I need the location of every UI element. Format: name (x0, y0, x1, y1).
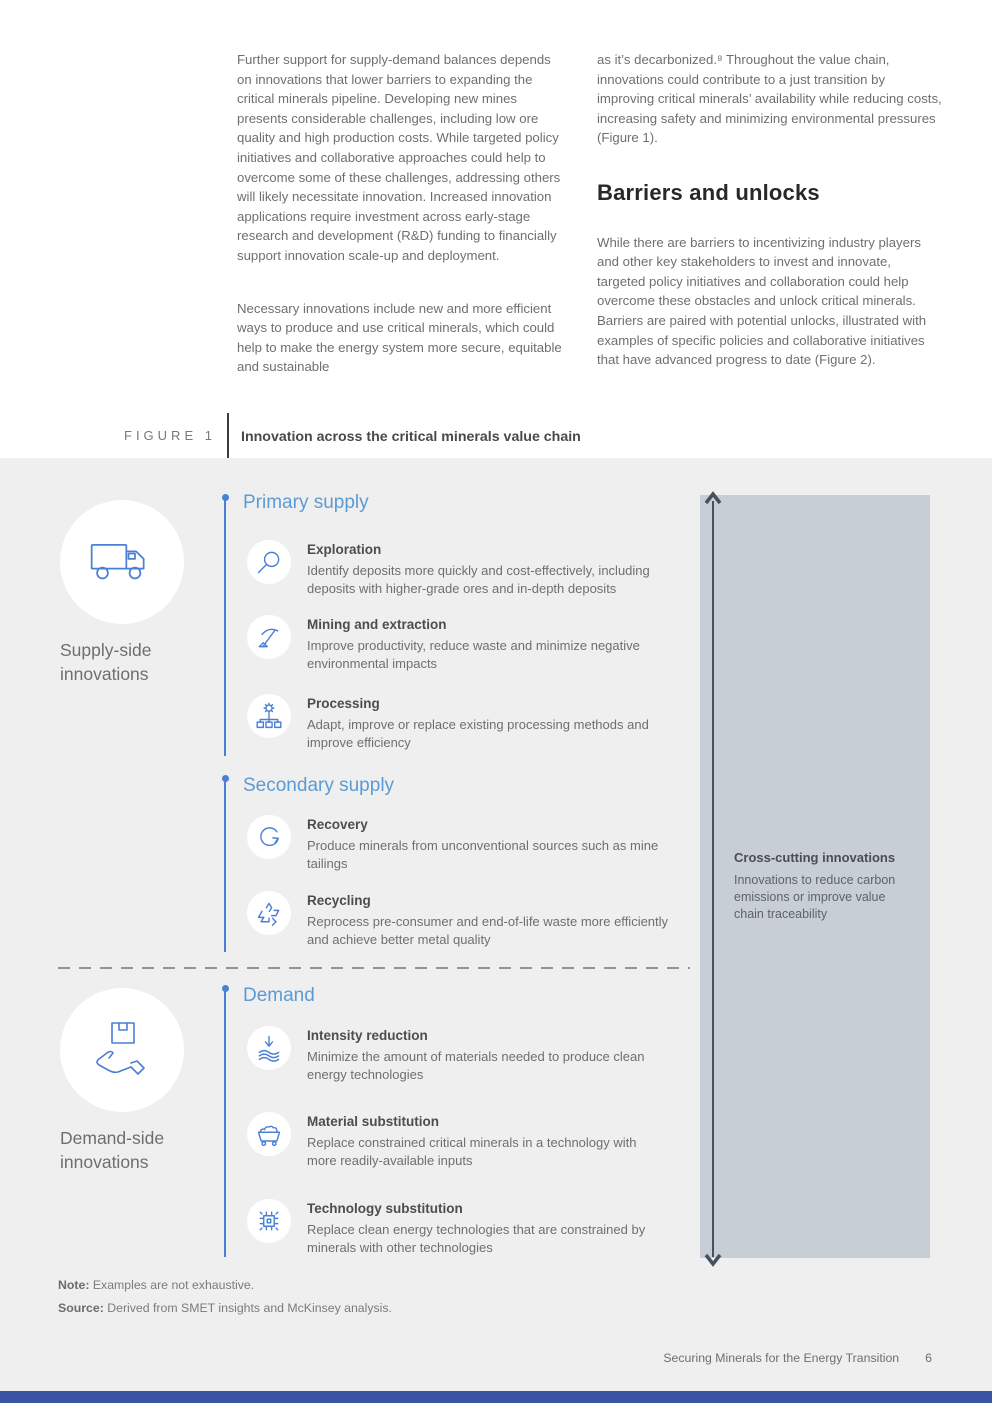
intro-column-right (597, 50, 942, 403)
cross-cutting-title: Cross-cutting innovations (734, 850, 896, 865)
box-in-hand-icon (90, 1018, 154, 1083)
mining-item (247, 615, 669, 672)
bottom-accent-bar (0, 1391, 992, 1403)
section-heading: Barriers and unlocks (597, 179, 820, 205)
item-title: Recovery (307, 817, 368, 832)
source-label: Source: (58, 1301, 104, 1315)
item-title: Mining and extraction (307, 617, 447, 632)
item-desc: Adapt, improve or replace existing processing methods and improve efficiency (307, 717, 649, 750)
magnifier-icon (247, 540, 291, 584)
figure-1-diagram (0, 458, 992, 1403)
mine-cart-icon (247, 1112, 291, 1156)
item-title: Exploration (307, 542, 382, 557)
item-title: Material substitution (307, 1114, 440, 1129)
supply-side-circle (60, 500, 184, 624)
cross-cutting-desc: Innovations to reduce carbon emissions or improve value chain traceability (734, 873, 896, 921)
note-text: Examples are not exhaustive. (92, 1278, 255, 1292)
supply-demand-divider (58, 967, 690, 969)
figure-caption-divider (227, 413, 229, 458)
supply-side-label: Supply-side innovations (60, 640, 152, 684)
intro-paragraph: While there are barriers to incentivizing industry players and other key stakeholders to invest and innovate, targeted policy initiatives and collaboration could help overcome these obstacles and unlock critical minerals. Barriers are paired with potential unlocks, illustrated with examples of specific policies and collaborative initiatives that have advanced progress to date (Figure 2). (597, 234, 927, 368)
circular-arrow-icon (247, 815, 291, 859)
demand-side-label: Demand-side innovations (60, 1128, 165, 1172)
figure-title: Innovation across the critical minerals value chain (241, 429, 581, 445)
exploration-item (247, 540, 669, 597)
processing-item (247, 694, 669, 751)
intro-paragraph: Necessary innovations include new and more efficient ways to produce and use critical minerals, which could help to make the energy system more secure, equitable and sustainable (237, 300, 562, 375)
note-label: Note: (58, 1278, 90, 1292)
recycle-icon (247, 891, 291, 935)
primary-supply-heading: Primary supply (243, 492, 369, 513)
footer-title: Securing Minerals for the Energy Transition (663, 1351, 900, 1365)
item-desc: Replace constrained critical minerals in a technology with more readily-available inputs (307, 1135, 637, 1168)
material-substitution-item (247, 1112, 669, 1169)
figure-notes (58, 1278, 392, 1324)
process-gear-icon (247, 694, 291, 738)
item-title: Technology substitution (307, 1201, 463, 1216)
source-row (58, 1301, 392, 1316)
item-desc: Reprocess pre-consumer and end-of-life waste more efficiently and achieve better metal quality (307, 914, 669, 947)
note-row (58, 1278, 392, 1293)
recovery-item (247, 815, 669, 872)
item-desc: Produce minerals from unconventional sources such as mine tailings (307, 838, 659, 871)
intro-paragraph: Further support for supply-demand balances depends on innovations that lower barriers to expanding the critical minerals pipeline. Developing new mines presents considerable challenges, including low ore quality and high production costs. While targeted policy initiatives and collaborative approaches could help to overcome some of these challenges, addressing others will likely necessitate innovation. Increased innovation applications require investment across early-stage research and development (R&D) funding to financially support innovation scale-up and deployment. (237, 52, 561, 263)
secondary-supply-rail (224, 779, 226, 952)
chip-icon (247, 1199, 291, 1243)
item-desc: Improve productivity, reduce waste and minimize negative environmental impacts (307, 638, 640, 671)
intro-paragraph: as it’s decarbonized.⁸ Throughout the value chain, innovations could contribute to a just transition by improving critical minerals’ availability while reducing costs, increasing safety and minimizing environmental pressures (Figure 1). (597, 52, 942, 146)
intensity-reduction-item (247, 1026, 669, 1083)
page-footer (663, 1351, 932, 1365)
item-title: Intensity reduction (307, 1028, 428, 1043)
demand-side-circle (60, 988, 184, 1112)
source-text: Derived from SMET insights and McKinsey analysis. (107, 1301, 392, 1315)
recycling-item (247, 891, 669, 948)
secondary-supply-heading: Secondary supply (243, 775, 395, 796)
page-number: 6 (925, 1351, 932, 1365)
figure-label: FIGURE 1 (124, 428, 216, 443)
item-desc: Minimize the amount of materials needed to produce clean energy technologies (307, 1049, 645, 1082)
truck-icon (87, 534, 157, 591)
pickaxe-icon (247, 615, 291, 659)
double-arrow-icon (703, 491, 723, 1272)
intro-column-left (237, 50, 567, 410)
arrow-into-layers-icon (247, 1026, 291, 1070)
item-title: Processing (307, 696, 380, 711)
item-desc: Replace clean energy technologies that are constrained by minerals with other technologies (307, 1222, 646, 1255)
item-title: Recycling (307, 893, 371, 908)
demand-rail (224, 989, 226, 1257)
item-desc: Identify deposits more quickly and cost-effectively, including deposits with higher-grade ores and in-depth deposits (307, 563, 650, 596)
technology-substitution-item (247, 1199, 669, 1256)
demand-heading: Demand (243, 985, 315, 1006)
primary-supply-rail (224, 498, 226, 756)
cross-cutting-panel (700, 495, 930, 1258)
